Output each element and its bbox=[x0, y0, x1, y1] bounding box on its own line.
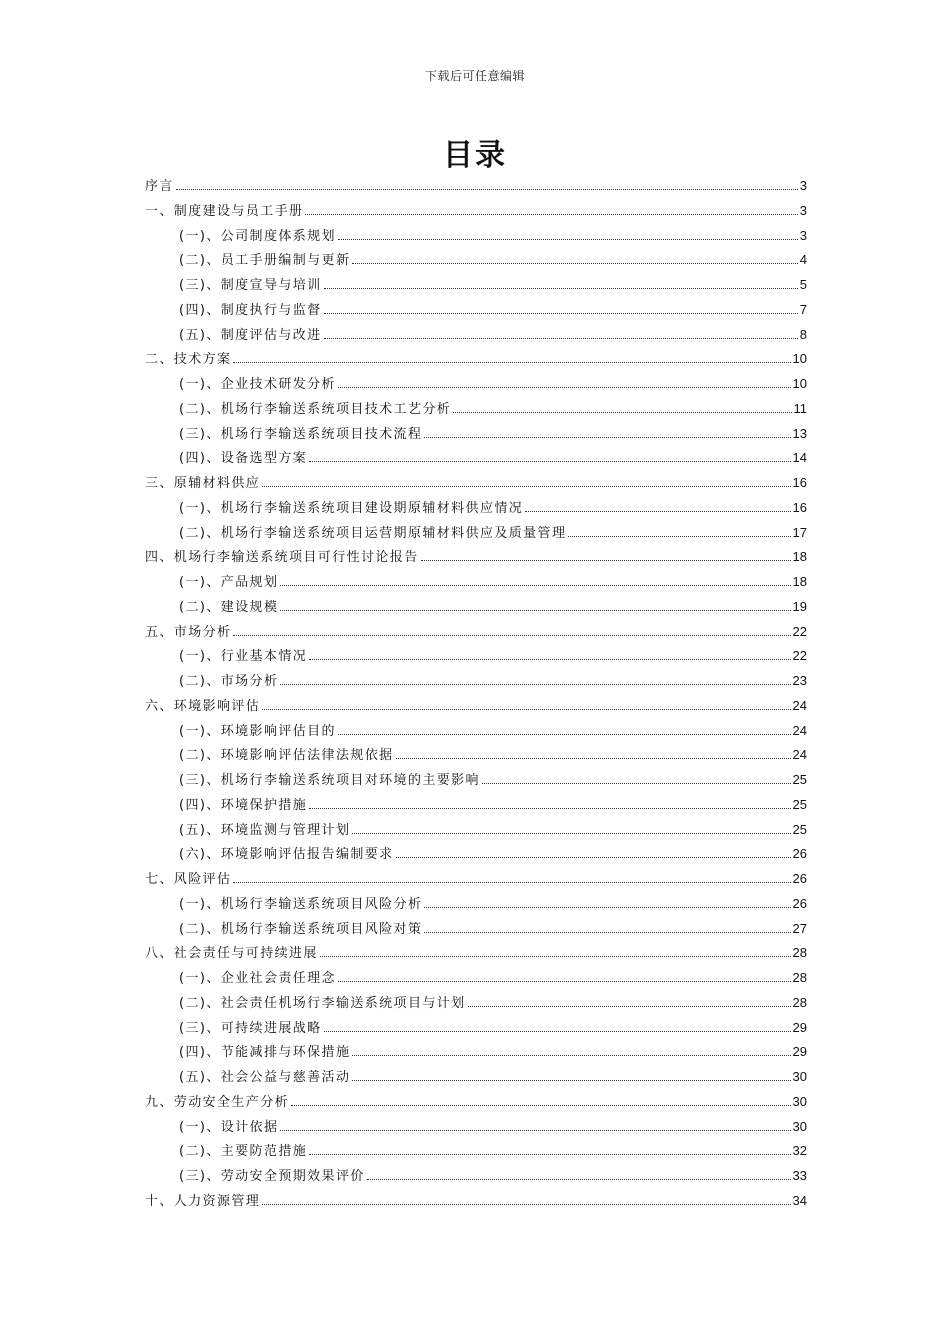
toc-entry-label: (一)、企业社会责任理念 bbox=[179, 971, 336, 986]
toc-entry-page-number: 16 bbox=[792, 475, 807, 490]
toc-entry[interactable] bbox=[145, 446, 807, 471]
toc-entry-label: 十、人力资源管理 bbox=[145, 1193, 261, 1209]
toc-entry-page-number: 34 bbox=[792, 1192, 807, 1208]
toc-entry[interactable] bbox=[145, 743, 807, 768]
toc-dot-leader bbox=[176, 189, 798, 190]
toc-entry[interactable] bbox=[145, 644, 807, 669]
toc-entry-page-number: 3 bbox=[799, 178, 807, 193]
toc-entry-label: 六、环境影响评估 bbox=[145, 698, 261, 714]
toc-dot-leader bbox=[421, 560, 791, 561]
toc-entry-label: 三、原辅材料供应 bbox=[145, 476, 261, 491]
toc-entry-label: (二)、环境影响评估法律法规依据 bbox=[179, 748, 394, 764]
toc-entry-label: (五)、制度评估与改进 bbox=[179, 327, 322, 343]
header-note: 下载后可任意编辑 bbox=[424, 69, 525, 83]
toc-entry-label: (二)、主要防范措施 bbox=[179, 1144, 308, 1160]
toc-entry[interactable] bbox=[145, 298, 807, 323]
toc-entry-page-number: 19 bbox=[792, 598, 807, 614]
toc-dot-leader bbox=[233, 635, 790, 636]
toc-dot-leader bbox=[352, 1080, 790, 1081]
toc-entry-page-number: 22 bbox=[792, 623, 807, 639]
toc-dot-leader bbox=[280, 585, 790, 586]
toc-dot-leader bbox=[324, 338, 798, 339]
toc-entry-page-number: 11 bbox=[793, 400, 807, 416]
toc-entry[interactable] bbox=[145, 397, 807, 422]
toc-dot-leader bbox=[568, 536, 790, 537]
toc-entry-page-number: 23 bbox=[792, 673, 807, 688]
toc-entry-label: (一)、企业技术研发分析 bbox=[179, 377, 336, 392]
toc-entry-page-number: 28 bbox=[792, 945, 807, 961]
toc-entry-label: (一)、公司制度体系规划 bbox=[179, 228, 336, 244]
toc-dot-leader bbox=[324, 288, 798, 289]
toc-dot-leader bbox=[352, 833, 790, 834]
toc-entry[interactable] bbox=[145, 991, 807, 1016]
toc-dot-leader bbox=[291, 1105, 791, 1106]
toc-entry[interactable] bbox=[145, 323, 807, 348]
toc-entry-page-number: 16 bbox=[792, 499, 807, 515]
toc-entry[interactable] bbox=[145, 941, 807, 966]
toc-entry-label: (三)、可持续进展战略 bbox=[179, 1020, 322, 1036]
toc-entry[interactable] bbox=[145, 496, 807, 521]
toc-entry-label: (一)、机场行李输送系统项目建设期原辅材料供应情况 bbox=[179, 500, 524, 516]
toc-entry[interactable] bbox=[145, 1040, 807, 1065]
toc-entry[interactable] bbox=[145, 224, 807, 249]
toc-entry-page-number: 13 bbox=[792, 425, 807, 441]
toc-dot-leader bbox=[233, 882, 790, 883]
toc-entry-label: (二)、员工手册编制与更新 bbox=[179, 253, 351, 269]
toc-dot-leader bbox=[525, 511, 790, 512]
toc-entry-label: 一、制度建设与员工手册 bbox=[145, 203, 304, 219]
toc-entry-label: (四)、节能减排与环保措施 bbox=[179, 1045, 351, 1061]
toc-entry[interactable] bbox=[145, 174, 807, 199]
toc-entry[interactable] bbox=[145, 248, 807, 273]
toc-entry[interactable] bbox=[145, 570, 807, 595]
toc-dot-leader bbox=[280, 684, 790, 685]
toc-entry-page-number: 29 bbox=[792, 1019, 807, 1035]
toc-dot-leader bbox=[262, 486, 790, 487]
toc-entry-page-number: 22 bbox=[792, 648, 807, 664]
toc-entry-page-number: 25 bbox=[792, 772, 807, 787]
toc-entry-label: (二)、机场行李输送系统项目风险对策 bbox=[179, 921, 423, 937]
toc-dot-leader bbox=[424, 437, 790, 438]
toc-dot-leader bbox=[309, 1154, 790, 1155]
toc-entry-page-number: 24 bbox=[792, 747, 807, 763]
toc-entry[interactable] bbox=[145, 199, 807, 224]
toc-dot-leader bbox=[309, 659, 790, 660]
toc-entry-label: (五)、环境监测与管理计划 bbox=[179, 822, 351, 838]
toc-entry[interactable] bbox=[145, 471, 807, 496]
toc-entry-page-number: 29 bbox=[792, 1044, 807, 1060]
toc-entry-label: (一)、行业基本情况 bbox=[179, 649, 308, 665]
toc-entry-label: 七、风险评估 bbox=[145, 872, 232, 887]
toc-entry[interactable] bbox=[145, 1164, 807, 1189]
toc-entry[interactable] bbox=[145, 1139, 807, 1164]
toc-entry-page-number: 18 bbox=[792, 549, 807, 565]
toc-dot-leader bbox=[338, 239, 798, 240]
toc-entry[interactable] bbox=[145, 669, 807, 694]
toc-entry[interactable] bbox=[145, 273, 807, 298]
toc-dot-leader bbox=[453, 412, 791, 413]
toc-entry-label: (三)、劳动安全预期效果评价 bbox=[179, 1169, 365, 1184]
toc-dot-leader bbox=[320, 956, 791, 957]
toc-dot-leader bbox=[338, 387, 791, 388]
toc-entry-label: 二、技术方案 bbox=[145, 352, 232, 368]
toc-entry-page-number: 26 bbox=[792, 846, 807, 862]
toc-entry-label: (二)、建设规模 bbox=[179, 599, 279, 615]
toc-entry[interactable] bbox=[145, 372, 807, 397]
toc-entry-page-number: 17 bbox=[792, 524, 807, 540]
toc-entry[interactable] bbox=[145, 545, 807, 570]
toc-entry[interactable] bbox=[145, 595, 807, 620]
toc-entry-page-number: 7 bbox=[799, 301, 807, 317]
toc-entry-page-number: 30 bbox=[792, 1069, 807, 1084]
toc-dot-leader bbox=[424, 932, 790, 933]
toc-dot-leader bbox=[233, 362, 790, 363]
toc-dot-leader bbox=[309, 461, 790, 462]
toc-dot-leader bbox=[338, 734, 791, 735]
toc-entry[interactable] bbox=[145, 768, 807, 793]
toc-entry-page-number: 33 bbox=[792, 1168, 807, 1183]
toc-entry-label: 八、社会责任与可持续进展 bbox=[145, 946, 318, 962]
toc-entry-page-number: 26 bbox=[792, 871, 807, 886]
toc-entry[interactable] bbox=[145, 1065, 807, 1090]
toc-dot-leader bbox=[280, 1130, 790, 1131]
toc-entry-label: (三)、机场行李输送系统项目对环境的主要影响 bbox=[179, 773, 480, 788]
toc-entry-page-number: 4 bbox=[799, 252, 807, 268]
toc-entry-label: (二)、市场分析 bbox=[179, 674, 279, 689]
toc-entry-page-number: 30 bbox=[792, 1093, 807, 1109]
toc-entry-label: (四)、设备选型方案 bbox=[179, 451, 308, 467]
toc-entry-page-number: 30 bbox=[792, 1118, 807, 1134]
toc-entry[interactable] bbox=[145, 867, 807, 892]
toc-dot-leader bbox=[280, 610, 790, 611]
toc-dot-leader bbox=[424, 907, 790, 908]
toc-entry-page-number: 18 bbox=[792, 574, 807, 589]
toc-entry-page-number: 10 bbox=[792, 351, 807, 367]
toc-entry-label: 四、机场行李输送系统项目可行性讨论报告 bbox=[145, 550, 419, 566]
toc-entry[interactable] bbox=[145, 347, 807, 372]
toc-entry-label: (三)、制度宣导与培训 bbox=[179, 278, 322, 293]
toc-entry[interactable] bbox=[145, 917, 807, 942]
toc-entry-page-number: 3 bbox=[799, 227, 807, 243]
toc-entry-label: 五、市场分析 bbox=[145, 624, 232, 640]
toc-entry-label: 序言 bbox=[145, 179, 174, 194]
toc-entry-page-number: 27 bbox=[792, 920, 807, 936]
page-title: 目录 bbox=[443, 138, 507, 173]
toc-entry[interactable] bbox=[145, 818, 807, 843]
toc-entry[interactable] bbox=[145, 1189, 807, 1214]
toc-entry-page-number: 25 bbox=[792, 796, 807, 812]
toc-dot-leader bbox=[352, 1055, 790, 1056]
toc-entry[interactable] bbox=[145, 1016, 807, 1041]
toc-dot-leader bbox=[468, 1006, 791, 1007]
toc-entry-label: (一)、产品规划 bbox=[179, 575, 279, 590]
toc-entry-label: (二)、机场行李输送系统项目技术工艺分析 bbox=[179, 401, 452, 417]
toc-entry-label: (一)、环境影响评估目的 bbox=[179, 723, 336, 739]
toc-entry[interactable] bbox=[145, 1090, 807, 1115]
toc-entry-label: (四)、制度执行与监督 bbox=[179, 302, 322, 318]
toc-entry-page-number: 14 bbox=[792, 450, 807, 466]
toc-dot-leader bbox=[338, 981, 791, 982]
toc-entry[interactable] bbox=[145, 892, 807, 917]
toc-entry-label: (六)、环境影响评估报告编制要求 bbox=[179, 847, 394, 863]
toc-dot-leader bbox=[324, 313, 798, 314]
toc-entry-label: 九、劳动安全生产分析 bbox=[145, 1094, 290, 1110]
toc-entry[interactable] bbox=[145, 620, 807, 645]
toc-dot-leader bbox=[309, 808, 790, 809]
table-of-contents bbox=[145, 174, 807, 1214]
toc-entry[interactable] bbox=[145, 694, 807, 719]
toc-dot-leader bbox=[396, 857, 791, 858]
toc-dot-leader bbox=[262, 709, 790, 710]
toc-entry-page-number: 25 bbox=[792, 821, 807, 837]
toc-entry[interactable] bbox=[145, 842, 807, 867]
toc-entry-page-number: 3 bbox=[799, 202, 807, 218]
toc-dot-leader bbox=[262, 1204, 790, 1205]
toc-entry[interactable] bbox=[145, 422, 807, 447]
toc-dot-leader bbox=[396, 758, 791, 759]
toc-entry-page-number: 28 bbox=[792, 994, 807, 1010]
toc-entry-page-number: 5 bbox=[799, 277, 807, 292]
toc-dot-leader bbox=[324, 1031, 791, 1032]
toc-entry-page-number: 24 bbox=[792, 697, 807, 713]
toc-entry-page-number: 32 bbox=[792, 1143, 807, 1159]
toc-entry-label: (三)、机场行李输送系统项目技术流程 bbox=[179, 426, 423, 442]
toc-entry[interactable] bbox=[145, 966, 807, 991]
toc-entry-page-number: 26 bbox=[792, 895, 807, 911]
toc-entry-label: (一)、机场行李输送系统项目风险分析 bbox=[179, 896, 423, 912]
toc-entry-label: (五)、社会公益与慈善活动 bbox=[179, 1070, 351, 1085]
toc-entry-page-number: 24 bbox=[792, 722, 807, 738]
toc-dot-leader bbox=[367, 1179, 791, 1180]
toc-entry[interactable] bbox=[145, 793, 807, 818]
toc-entry[interactable] bbox=[145, 1115, 807, 1140]
toc-entry-label: (一)、设计依据 bbox=[179, 1119, 279, 1135]
toc-entry-page-number: 10 bbox=[792, 376, 807, 391]
toc-entry-label: (二)、社会责任机场行李输送系统项目与计划 bbox=[179, 995, 466, 1011]
toc-dot-leader bbox=[305, 214, 797, 215]
toc-dot-leader bbox=[352, 263, 797, 264]
toc-dot-leader bbox=[482, 783, 791, 784]
toc-entry-page-number: 28 bbox=[792, 970, 807, 985]
toc-entry-label: (四)、环境保护措施 bbox=[179, 797, 308, 813]
toc-entry[interactable] bbox=[145, 521, 807, 546]
toc-entry[interactable] bbox=[145, 719, 807, 744]
toc-entry-page-number: 8 bbox=[799, 326, 807, 342]
toc-entry-label: (二)、机场行李输送系统项目运营期原辅材料供应及质量管理 bbox=[179, 525, 567, 541]
